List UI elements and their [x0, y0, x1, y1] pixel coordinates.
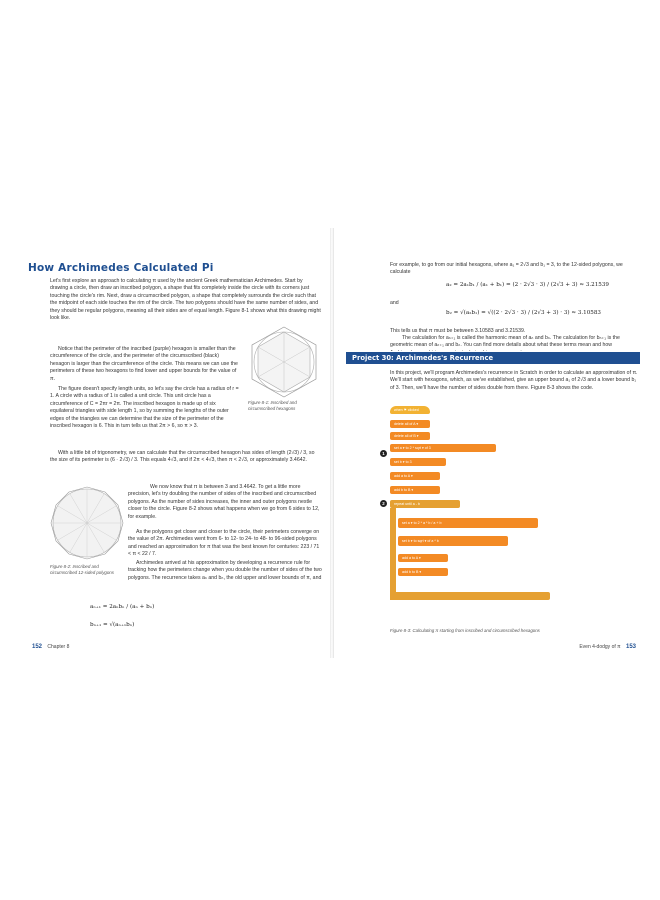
paragraph-doubling: We now know that π is between 3 and 3.4642. To get a little more precision, let's try doubling the number of sides of the inscribed and circumscribed polygons. As the number of sides increases, the inner and outer polygons nestle closer to the circle. Figure 8-2 shows what happens when we go from 6 sides to 12, for example.: [128, 484, 320, 520]
add-b-block: add b to B ▾: [390, 486, 440, 494]
figure-8-1-caption: Figure 8-1: Inscribed and circumscribed hexagons: [248, 400, 297, 411]
repeat-loop-end: [390, 592, 550, 600]
figure-8-2-caption: Figure 8-2: Inscribed and circumscribed 12-sided polygons: [50, 564, 114, 575]
set-b-block: set b ▾ to 3: [390, 458, 446, 466]
right-page: [346, 228, 640, 658]
when-flag-clicked-block: when ⚑ clicked: [390, 406, 430, 414]
word-and: and: [390, 300, 399, 306]
paragraph-perimeter: Notice that the perimeter of the inscribed (purple) hexagon is smaller than the circumference of the circle, and the perimeter of the circumscribed (black) hexagon is larger than the circumference of the circle. This means we can use the perimeters of these two hexagons to find lower and upper bounds for the value of π.: [50, 346, 238, 382]
book-gutter: [330, 228, 334, 658]
page-number-left: 152: [32, 644, 43, 650]
set-b-geometric-block: set b ▾ to sqrt ▾ of a * b: [398, 536, 508, 546]
paragraph-project: In this project, we'll program Archimedes's recurrence in Scratch in order to calculate an approximation of π. We'll start with hexagons, which, as we've established, give an upper bound a₁ of 2√3 and a lower bound b₁ of 3. Then, we'll have the number of sides double from there. Figure 8-3 shows the code.: [390, 370, 638, 391]
paragraph-converge: As the polygons get closer and closer to the circle, their perimeters converge on the value of 2π. Archimedes went from 6- to 12- to 24- to 48- to 96-sided polygons and reached an approximation for π that was the best known for centuries: 223 / 71 < π < 22 / 7.: [128, 529, 320, 558]
paragraph-means: The calculation for aₙ₊₁ is called the harmonic mean of aₙ and bₙ. The calculation for bₙ₊₁ is the geometric mean of aₙ₊₁ and bₙ. You can find more details about what these terms mean and how: [390, 335, 620, 349]
add-a-block: add a to A ▾: [390, 472, 440, 480]
equation-b2: b₂ = √(a₂b₁) = √((2 · 2√3 · 3) / (2√3 + 3) · 3) ≈ 3.10583: [446, 310, 601, 316]
right-folio: [579, 644, 640, 650]
chapter-label-right: Even 4-dodgy of π: [579, 644, 621, 650]
book-spread: [20, 228, 640, 658]
hexagon-figure: [246, 326, 322, 398]
set-a-block: set a ▾ to 2 * sqrt ▾ of 3: [390, 444, 496, 452]
callout-1: 1: [380, 450, 387, 457]
delete-all-b-block: delete all of B ▾: [390, 432, 430, 440]
delete-all-a-block: delete all of A ▾: [390, 420, 430, 428]
left-folio: [28, 644, 69, 650]
paragraph-unit-circle: The figure doesn't specify length units, so let's say the circle has a radius of r = 1. A circle with a radius of 1 is called a unit circle. This unit circle has a circumference of C = 2πr = 2π. The inscribed hexagon is made up of six equilateral triangles with side length 1, so by summing the lengths of the outer edges of the triangles we can determine that the size of the perimeter of the inscribed hexagon is 6. This in turn tells us that 2π > 6, so π > 3.: [50, 386, 239, 430]
paragraph-bounds: This tells us that π must be between 3.10583 and 3.21539.: [390, 328, 526, 334]
chapter-label: Chapter 8: [47, 644, 70, 650]
section-heading: How Archimedes Calculated Pi: [28, 262, 214, 274]
paragraph-example: For example, to go from our initial hexagons, where a₁ = 2√3 and b₁ = 3, to the 12-sided polygons, we calculate: [390, 262, 623, 276]
paragraph-intro: Let's first explore an approach to calculating π used by the ancient Greek mathematician Archimedes. Start by drawing a circle, then draw an inscribed polygon, a shape that fits completely inside the circle with its corners just touching the circle's rim. Next, draw a circumscribed polygon, a shape that completely surrounds the circle such that the midpoint of each side touches the rim of the circle. The two polygons should have the same number of sides, and they should be regular polygons, meaning all their sides are of equal length. Figure 8-1 shows what this drawing might look like.: [50, 278, 321, 322]
project-banner: Project 30: Archimedes's Recurrence: [346, 352, 640, 364]
equation-a-next: aₙ₊₁ = 2aₙbₙ / (aₙ + bₙ): [90, 604, 155, 610]
repeat-loop-body: [390, 508, 396, 600]
repeat-until-block: repeat until a - b: [390, 500, 460, 508]
callout-2: 2: [380, 500, 387, 507]
equation-a2: a₂ = 2a₁b₁ / (a₁ + b₁) = (2 · 2√3 · 3) / (2√3 + 3) ≈ 3.21539: [446, 282, 609, 288]
paragraph-recurrence-a: Archimedes arrived at his approximation by developing a recurrence rule for tracking how the perimeters change when you double the number of sides of the two polygons. The recurrence takes aₙ and bₙ, the old upper and lower bounds of π, and: [128, 560, 322, 581]
left-page: [28, 228, 322, 658]
dodecagon-figure: [50, 486, 124, 560]
set-a-harmonic-block: set a ▾ to 2 * a * b / a + b: [398, 518, 538, 528]
add-a-loop-block: add a to A ▾: [398, 554, 448, 562]
paragraph-trig: With a little bit of trigonometry, we can calculate that the circumscribed hexagon has sides of length (2√3) / 3, so the size of its perimeter is (6 · 2√3) / 3. This equals 4√3, and if 2π < 4√3, then π < 2√3, or approximately 3.4642.: [50, 450, 315, 464]
page-number-right: 153: [625, 644, 636, 650]
figure-8-3-caption: Figure 8-3: Calculating π starting from inscribed and circumscribed hexagons: [390, 628, 540, 633]
add-b-loop-block: add b to B ▾: [398, 568, 448, 576]
equation-b-next: bₙ₊₁ = √(aₙ₊₁bₙ): [90, 622, 135, 628]
scratch-code-figure: [382, 406, 550, 618]
